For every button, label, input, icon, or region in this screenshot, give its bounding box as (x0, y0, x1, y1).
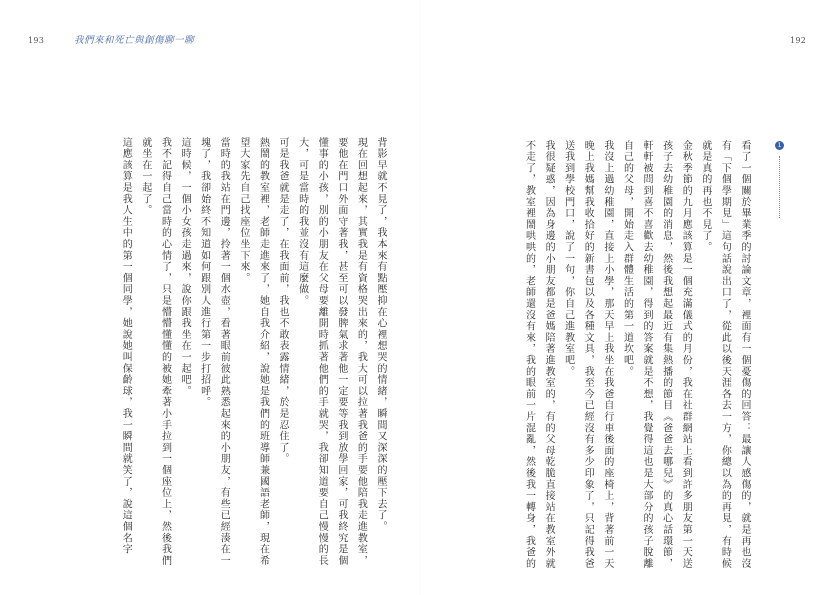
right-paragraph-4: 我很疑惑，因為身邊的小朋友都是爸媽陪著進教室的，有的父母乾脆直接站在教室外就不走了，教室裡鬧哄哄的，老師還沒有來，我的眼前一片混亂，然後我一轉身，我爸的 (523, 140, 555, 570)
left-paragraph-4: 熱鬧的教室裡，老師走進來了，她自我介紹，說她是我們的班導師兼國語老師，現在希望大家先自己找座位坐下來。 (237, 137, 269, 567)
left-page-number: 193 (28, 36, 45, 45)
left-paragraph-2: 現在回想起來，其實我是有資格哭出來的，我大可以拉著我爸的手要他陪我走進教室，要他在門口外面守著我，甚至可以發脾氣求著他一定要等我到放學回家，可我終究是個懂事的小孩，別的小朋友在父母要離開時抓著他們的手就哭，我卻知道要自己慢慢的長大，可是當時的我並沒有這麼做。 (296, 137, 367, 567)
left-page-body (116, 137, 390, 575)
section-marker-icon: 1 (775, 141, 784, 150)
right-paragraph-1: 看了一個關於畢業季的討論文章，裡面有一個憂傷的回答：最讓人感傷的，就是再也沒有「下個學期見」這句話說出口了，從此以後天涯各去一方，你總以為的再見，有時候就是真的再也不見了。 (699, 140, 750, 570)
running-title: 我們來和死亡與創傷聊一聊 (74, 35, 195, 46)
left-paragraph-3: 可是我爸就是走了，在我面前，我也不敢表露情緒，於是忍住了。 (277, 137, 289, 465)
dotted-rule (779, 156, 780, 218)
left-paragraph-8: 這應該算是我人生中的第一個同學，她說她叫保齡球，我一瞬間就笑了，說這個名字 (120, 137, 132, 556)
left-paragraph-5: 當時的我站在門邊，拎著一個水壺，看著眼前彼此熟悉起來的小朋友，有些已經湊在一塊了，我卻始終不知道如何跟別人進行第一步打招呼。 (198, 137, 230, 567)
book-spine (419, 0, 420, 595)
right-paragraph-3: 我沒上過幼稚園，直接上小學，那天早上我坐在我爸自行車後面的座椅上，背著前一天晚上我媽幫我收拾好的新書包以及各種文具，我至今已經沒有多少印象了，只記得我爸送我到學校門口，說了一句，你自己進教室吧。 (562, 140, 613, 570)
left-paragraph-7: 我不記得自己當時的心情了，只是懵懵懂懂的被她牽著小手拉到一個座位上，然後我們就坐在一起了。 (139, 137, 171, 567)
right-page-body (519, 140, 754, 575)
right-page-number: 192 (790, 36, 807, 45)
right-paragraph-2: 金秋季節的九月應該算是一個充滿儀式的月份，我在社群網站上看到許多朋友第一天送孩子去幼稚園的消息，然後我想起最近有集熱播的節目《爸爸去哪兒》的真心話環節，軒軒被問到喜不喜歡去幼稚園，得到的答案就是不想，我覺得這也是大部分的孩子脫離自己的父母，開始走入群體生活的第一道坎吧。 (621, 140, 692, 570)
left-paragraph-1: 背影早就不見了，我本來有點壓抑在心裡想哭的情緒，瞬間又深深的壓下去了。 (375, 137, 386, 533)
left-paragraph-6: 這時候，一個小女孩走過來，說你跟我坐在一起吧。 (179, 137, 191, 397)
